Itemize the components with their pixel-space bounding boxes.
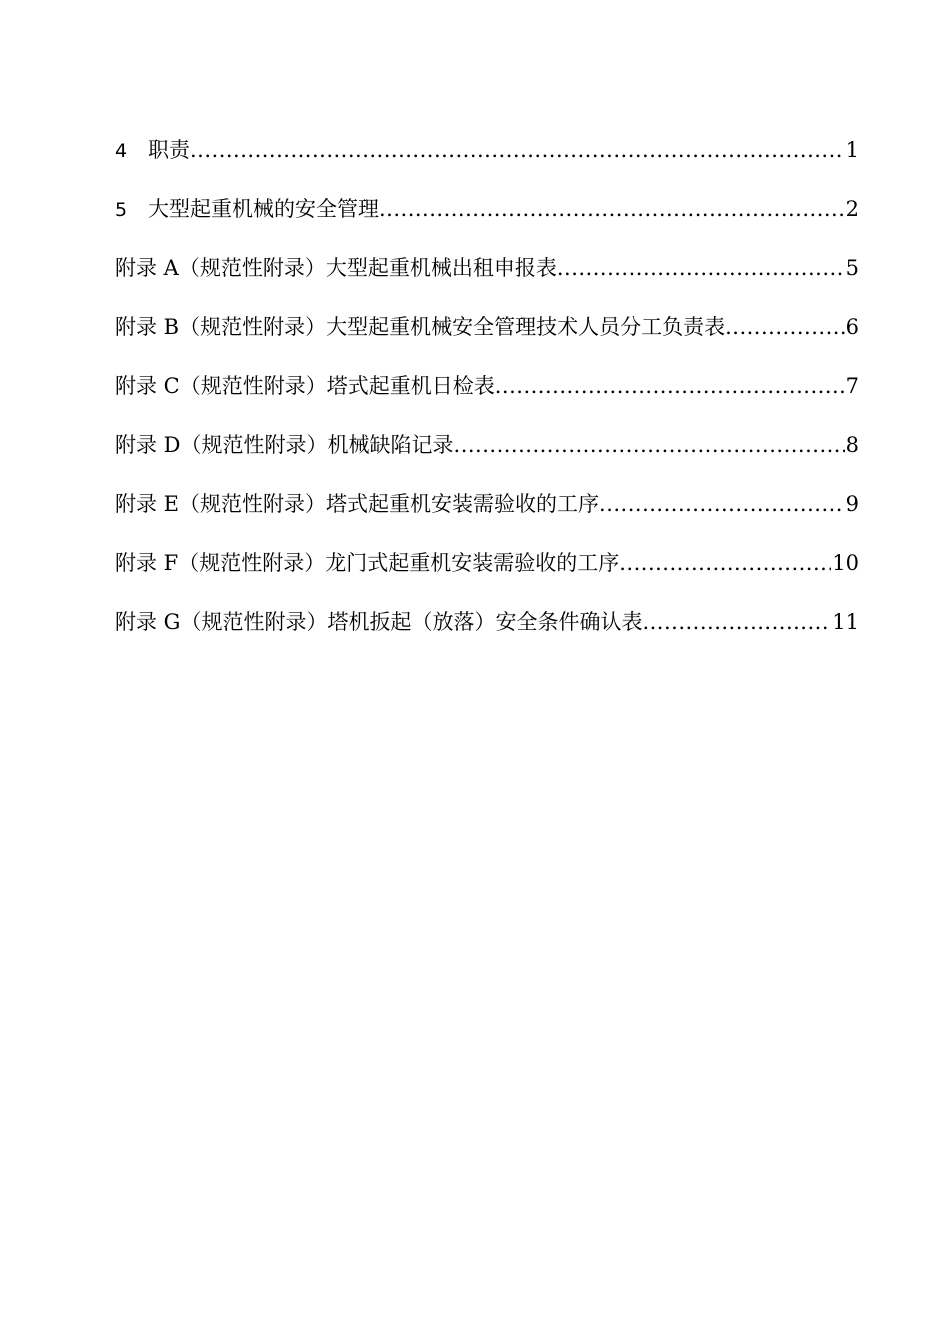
toc-dot-leader: [599, 492, 845, 516]
toc-entry-page: 2: [845, 197, 859, 221]
toc-dot-leader: [454, 433, 845, 457]
toc-entry-title: 附录 C（规范性附录）塔式起重机日检表: [115, 374, 495, 398]
toc-dot-leader: [642, 610, 831, 634]
toc-entry-appendix-b[interactable]: [115, 311, 859, 370]
toc-entry-title: 职责: [148, 138, 190, 162]
toc-entry-appendix-f[interactable]: [115, 547, 859, 606]
toc-entry-title: 附录 G（规范性附录）塔机扳起（放落）安全条件确认表: [115, 610, 643, 634]
toc-entry-title: 附录 E（规范性附录）塔式起重机安装需验收的工序: [115, 492, 600, 516]
table-of-contents: [115, 134, 859, 665]
toc-entry-page: 5: [845, 256, 859, 280]
toc-entry-page: 8: [845, 433, 859, 457]
toc-dot-leader: [725, 315, 845, 339]
toc-entry-5[interactable]: [115, 193, 859, 252]
toc-entry-number: 4: [115, 140, 128, 162]
toc-entry-title: 附录 F（规范性附录）龙门式起重机安装需验收的工序: [115, 551, 620, 575]
toc-entry-4[interactable]: [115, 134, 859, 193]
toc-entry-page: 1: [845, 138, 859, 162]
toc-entry-appendix-d[interactable]: [115, 429, 859, 488]
toc-entry-appendix-c[interactable]: [115, 370, 859, 429]
toc-entry-number: 5: [115, 199, 128, 221]
toc-dot-leader: [619, 551, 831, 575]
toc-entry-title: 大型起重机械的安全管理: [148, 197, 379, 221]
toc-dot-leader: [495, 374, 845, 398]
toc-entry-appendix-g[interactable]: [115, 606, 859, 665]
toc-entry-title: 附录 D（规范性附录）机械缺陷记录: [115, 433, 454, 457]
toc-dot-leader: [379, 197, 845, 221]
toc-entry-page: 9: [845, 492, 859, 516]
toc-entry-page: 10: [832, 551, 859, 575]
toc-entry-appendix-e[interactable]: [115, 488, 859, 547]
toc-entry-page: 6: [845, 315, 859, 339]
toc-entry-page: 11: [832, 610, 859, 634]
toc-dot-leader: [190, 138, 845, 162]
toc-dot-leader: [557, 256, 845, 280]
toc-entry-page: 7: [845, 374, 859, 398]
toc-entry-title: 附录 B（规范性附录）大型起重机械安全管理技术人员分工负责表: [115, 315, 726, 339]
toc-entry-appendix-a[interactable]: [115, 252, 859, 311]
toc-entry-title: 附录 A（规范性附录）大型起重机械出租申报表: [115, 256, 557, 280]
